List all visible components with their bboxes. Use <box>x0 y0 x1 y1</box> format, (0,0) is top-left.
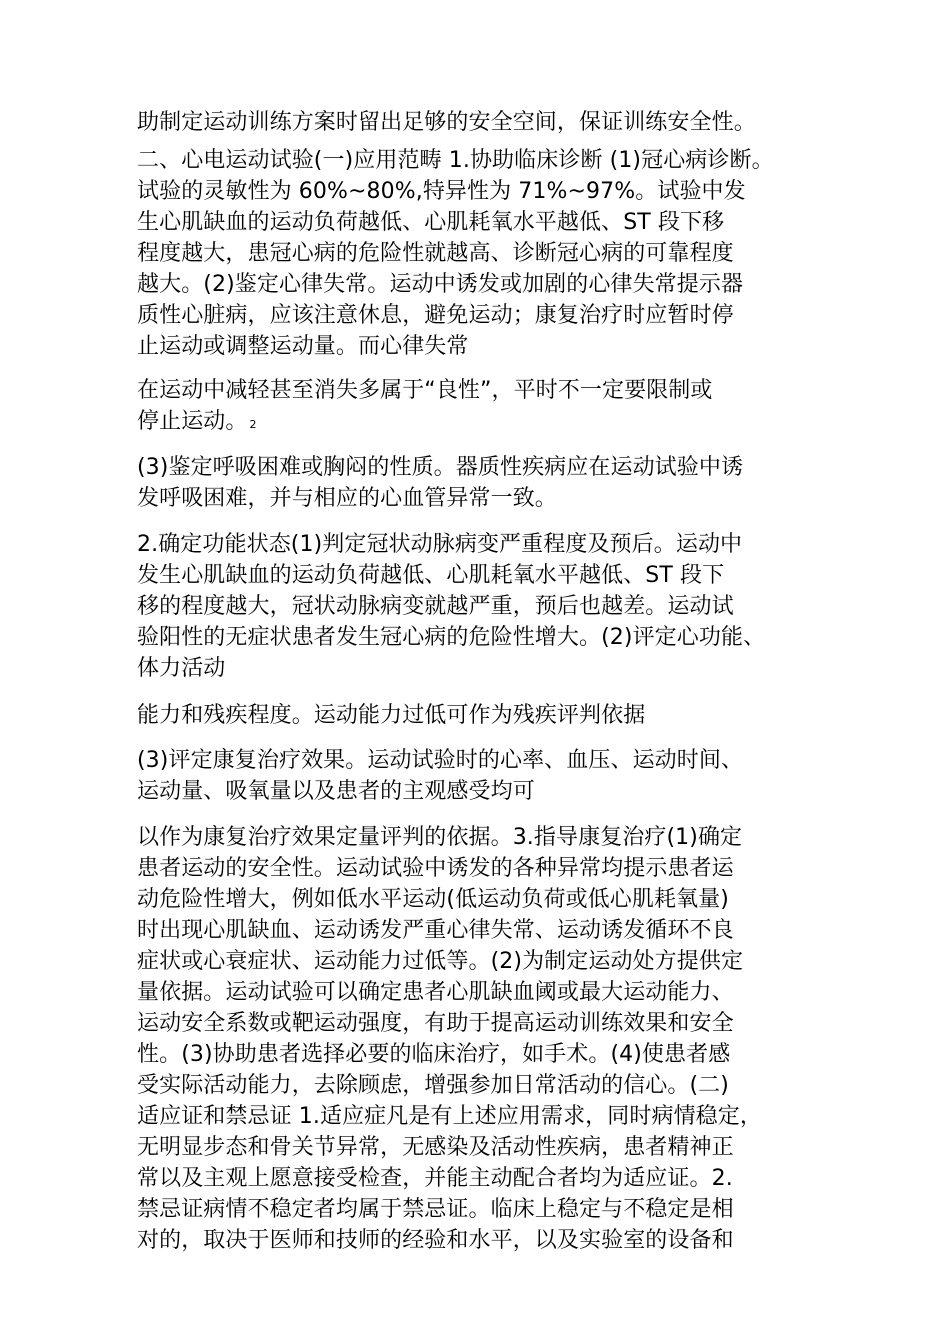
text-line: 常以及主观上愿意接受检查，并能主动配合者均为适应证。2. <box>137 1166 733 1191</box>
text-line: (3)鉴定呼吸困难或胸闷的性质。器质性疾病应在运动试验中诱 <box>137 455 744 480</box>
text-line: 生心肌缺血的运动负荷越低、心肌耗氧水平越低、ST 段下移 <box>137 210 725 235</box>
text-line <box>137 406 713 440</box>
text-fragment: 停止运动。 <box>137 409 248 434</box>
text-line: 验阳性的无症状患者发生冠心病的危险性增大。(2)评定心功能、 <box>137 625 766 650</box>
text-line: 止运动或调整运动量。而心律失常 <box>137 334 469 359</box>
text-line: 越大。(2)鉴定心律失常。运动中诱发或加剧的心律失常提示器 <box>137 272 744 297</box>
text-line: 禁忌证病情不稳定者均属于禁忌证。临床上稳定与不稳定是相 <box>137 1197 734 1222</box>
text-line: 运动量、吸氧量以及患者的主观感受均可 <box>137 779 535 804</box>
text-line: 动危险性增大，例如低水平运动(低运动负荷或低心肌耗氧量) <box>137 887 729 912</box>
paragraph-6 <box>137 700 645 731</box>
text-line: 试验的灵敏性为 60%~80%,特异性为 71%~97%。试验中发 <box>137 179 746 204</box>
text-line: 2.确定功能状态(1)判定冠状动脉病变严重程度及预后。运动中 <box>137 532 743 557</box>
paragraph-8 <box>137 822 762 1256</box>
paragraph-7 <box>137 745 743 807</box>
text-line: 能力和残疾程度。运动能力过低可作为残疾评判依据 <box>137 703 646 728</box>
paragraph-2 <box>137 145 774 362</box>
paragraph-5 <box>137 529 765 684</box>
text-line: 患者运动的安全性。运动试验中诱发的各种异常均提示患者运 <box>137 856 734 881</box>
text-line: 助制定运动训练方案时留出足够的安全空间，保证训练安全性。 <box>137 110 756 135</box>
paragraph-4 <box>137 452 743 514</box>
text-line: 质性心脏病，应该注意休息，避免运动；康复治疗时应暂时停 <box>137 303 734 328</box>
text-line: 运动安全系数或靶运动强度，有助于提高运动训练效果和安全 <box>137 1011 734 1036</box>
text-line: 时出现心肌缺血、运动诱发严重心律失常、运动诱发循环不良 <box>137 918 734 943</box>
text-line: 二、心电运动试验(一)应用范畴 1.协助临床诊断 (1)冠心病诊断。 <box>137 148 774 173</box>
paragraph-1 <box>137 107 756 139</box>
text-line: 以作为康复治疗效果定量评判的依据。3.指导康复治疗(1)确定 <box>137 825 743 850</box>
text-line: 量依据。运动试验可以确定患者心肌缺血阈或最大运动能力、 <box>137 980 734 1005</box>
text-line: 发生心肌缺血的运动负荷越低、心肌耗氧水平越低、ST 段下 <box>137 563 725 588</box>
text-line: 症状或心衰症状、运动能力过低等。(2)为制定运动处方提供定 <box>137 949 744 974</box>
text-line: 发呼吸困难，并与相应的心血管异常一致。 <box>137 486 557 511</box>
text-line: 适应证和禁忌证 1.适应症凡是有上述应用需求，同时病情稳定， <box>137 1104 762 1129</box>
text-line: 对的，取决于医师和技师的经验和水平，以及实验室的设备和 <box>137 1228 734 1253</box>
text-line: 在运动中减轻甚至消失多属于“良性”，平时不一定要限制或 <box>137 378 713 403</box>
text-line: 无明显步态和骨关节异常，无感染及活动性疾病，患者精神正 <box>137 1135 734 1160</box>
text-line: 程度越大，患冠心病的危险性就越高、诊断冠心病的可靠程度 <box>137 241 734 266</box>
text-line: 体力活动 <box>137 656 226 681</box>
footnote-marker: 2 <box>249 418 257 431</box>
text-line: 移的程度越大，冠状动脉病变就越严重，预后也越差。运动试 <box>137 594 734 619</box>
paragraph-3 <box>137 375 713 440</box>
text-line: (3)评定康复治疗效果。运动试验时的心率、血压、运动时间、 <box>137 748 744 773</box>
text-line: 性。(3)协助患者选择必要的临床治疗，如手术。(4)使患者感 <box>137 1042 731 1067</box>
text-line: 受实际活动能力，去除顾虑，增强参加日常活动的信心。(二) <box>137 1073 729 1098</box>
